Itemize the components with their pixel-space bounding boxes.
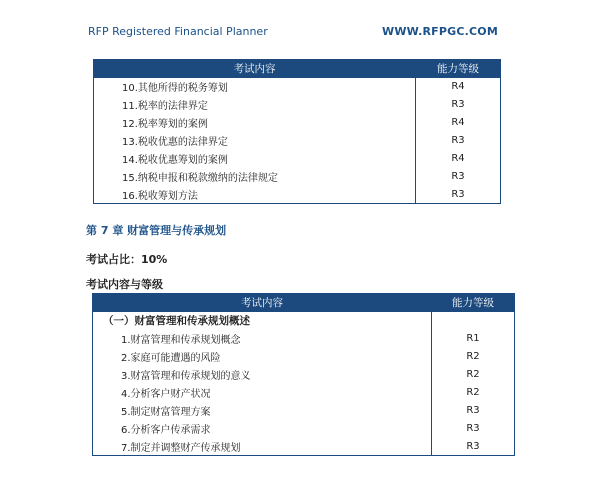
row-level: R2 [432,348,515,366]
table-row [94,150,501,168]
column-header-level: 能力等级 [416,60,501,78]
row-content: 14.税收优惠筹划的案例 [94,150,416,168]
row-content: 15.纳税申报和税款缴纳的法律规定 [94,168,416,186]
table-header-row [93,294,515,312]
section-subtitle: 考试内容与等级 [86,278,163,291]
table-row [93,366,515,384]
row-content: 13.税收优惠的法律界定 [94,132,416,150]
table-row [94,114,501,132]
table-row [94,78,501,96]
row-content: 11.税率的法律界定 [94,96,416,114]
table-row [93,438,515,456]
row-level: R3 [416,96,501,114]
row-content: 16.税收筹划方法 [94,186,416,204]
row-content: 6.分析客户传承需求 [93,420,432,438]
row-level: R3 [416,132,501,150]
row-level: R3 [432,438,515,456]
row-level: R4 [416,114,501,132]
row-level: R4 [416,150,501,168]
row-content: 5.制定财富管理方案 [93,402,432,420]
section-heading: （一）财富管理和传承规划概述 [93,312,432,330]
row-level: R2 [432,384,515,402]
column-header-content: 考试内容 [93,294,432,312]
table-row [93,330,515,348]
table-row [93,384,515,402]
row-content: 7.制定并调整财产传承规划 [93,438,432,456]
table-row [94,168,501,186]
chapter-title: 第 7 章 财富管理与传承规划 [86,224,227,237]
table-row [94,186,501,204]
table-row [94,132,501,150]
row-content: 10.其他所得的税务筹划 [94,78,416,96]
row-content: 3.财富管理和传承规划的意义 [93,366,432,384]
row-level: R3 [416,168,501,186]
exam-table-wealth [92,293,515,456]
column-header-level: 能力等级 [432,294,515,312]
row-content: 2.家庭可能遭遇的风险 [93,348,432,366]
row-level: R3 [432,420,515,438]
table-header-row [94,60,501,78]
exam-ratio: 考试占比：10% [86,253,168,266]
row-content: 1.财富管理和传承规划概念 [93,330,432,348]
row-level: R3 [432,402,515,420]
row-content: 12.税率筹划的案例 [94,114,416,132]
exam-table-tax [93,59,501,204]
section-row [93,312,515,330]
brand-title: RFP Registered Financial Planner [88,25,268,38]
column-header-content: 考试内容 [94,60,416,78]
page-header [88,25,498,43]
table-row [93,420,515,438]
row-level: R4 [416,78,501,96]
row-level: R3 [416,186,501,204]
row-level: R2 [432,366,515,384]
table-row [94,96,501,114]
site-url: WWW.RFPGC.COM [382,25,498,38]
row-content: 4.分析客户财产状况 [93,384,432,402]
row-level: R1 [432,330,515,348]
table-row [93,348,515,366]
table-row [93,402,515,420]
